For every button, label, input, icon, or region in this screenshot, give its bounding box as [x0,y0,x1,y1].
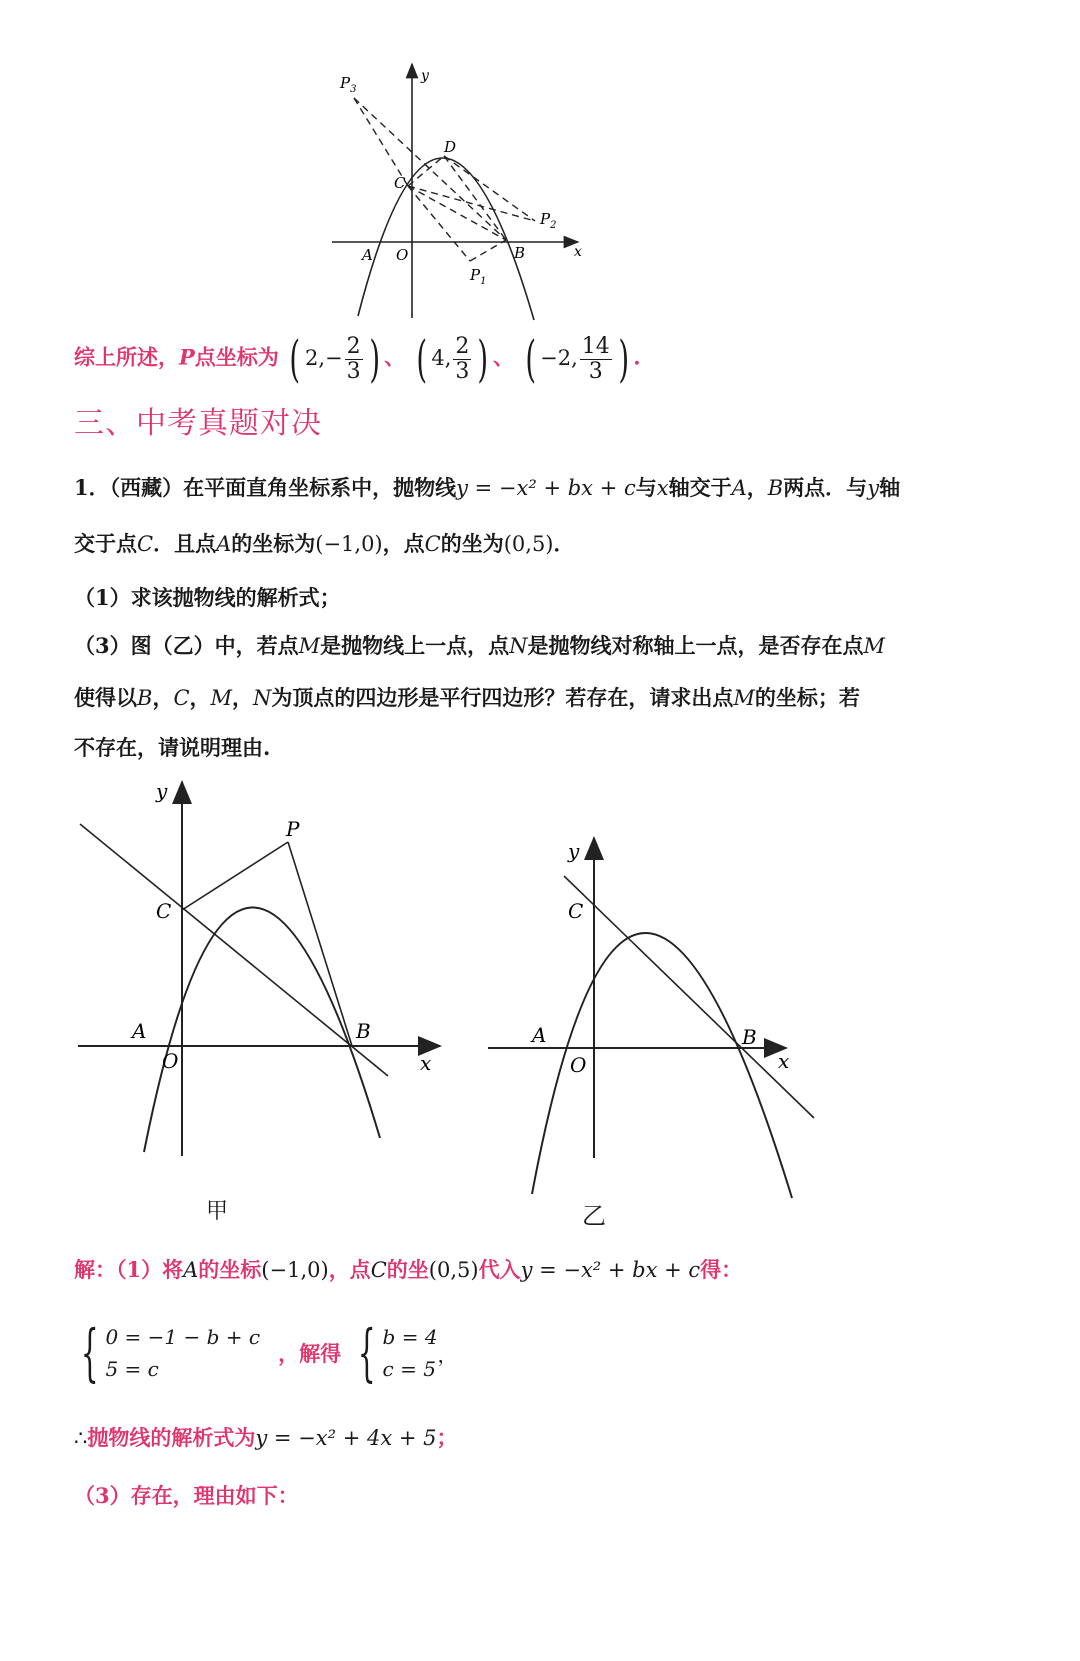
label-P3: $P_3$ [340,74,357,95]
label-C: C [156,899,172,923]
label-O: O [162,1049,179,1073]
label-x: x [574,244,582,260]
caption-yi: 乙 [582,1202,606,1230]
solution-result: ∴抛物线的解析式为y = −x² + 4x + 5； [74,1425,458,1450]
label-P2: $P_2$ [540,210,557,231]
label-A: A [362,246,373,264]
label-B: B [514,244,526,262]
system2-eq2: c = 5 [382,1357,436,1381]
parabola-curve [358,158,534,320]
label-y: y [421,68,429,84]
label-P1: $P_1$ [470,266,487,287]
question-3-line-2: 使得以B，C，M，N为顶点的四边形是平行四边形？若存在，请求出点M的坐标；若 [74,685,860,710]
label-x: x [778,1049,790,1073]
figure-yi [480,820,840,1200]
label-O: O [396,246,409,264]
figure-jia [70,770,470,1170]
solution-q3: （3）存在，理由如下： [74,1483,299,1508]
summary-line: 综上所述，P点坐标为 ( 2,− $\frac{2}{3}$ ) 、 ( 4, $\frac{2}{3}$ ) 、 ( −2, $\frac{14}{3}$ ) . [74,330,641,388]
solved-label: ，解得 [278,1341,342,1366]
line-BC [564,876,814,1118]
system1-eq1: 0 = −1 − b + c [105,1325,261,1349]
left-brace-2: { [357,1316,376,1389]
segment-PB [288,842,352,1046]
question-3-line-3: 不存在，请说明理由. [74,735,271,760]
system1-eq2: 5 = c [105,1357,159,1381]
label-C: C [568,899,584,923]
caption-jia: 甲 [206,1199,229,1224]
label-P: P [286,817,300,841]
label-y: y [568,839,580,863]
equation-system: { 0 = −1 − b + c 5 = c ，解得 { b = 4 c = 5 ， [80,1316,458,1389]
line-BC [80,824,388,1076]
label-B: B [742,1025,757,1049]
solution-line-1: 解：（1）将A的坐标(−1,0)，点C的坐(0,5)代入y = −x² + bx + c得： [74,1257,743,1282]
label-B: B [356,1019,371,1043]
parabola-curve [144,907,380,1152]
label-x: x [420,1051,432,1075]
label-A: A [532,1023,547,1047]
label-y: y [156,779,168,803]
label-D: D [444,138,457,156]
label-A: A [132,1019,147,1043]
label-O: O [570,1053,587,1077]
section-title: 三、中考真题对决 [74,406,322,441]
segment-CP [182,842,288,910]
system2-eq1: b = 4 [382,1325,438,1349]
problem-line-1: 1．（西藏）在平面直角坐标系中，抛物线y = −x² + bx + c与x轴交于A，B两点．与y轴 [74,475,901,500]
problem-line-2: 交于点C．且点A的坐标为(−1,0)，点C的坐为(0,5)． [74,531,575,556]
figure-top-parabola [320,58,600,328]
question-1: （1）求该抛物线的解析式； [74,585,341,610]
left-brace-1: { [80,1316,99,1389]
label-C: C [394,174,406,192]
question-3-line-1: （3）图（乙）中，若点M是抛物线上一点，点N是抛物线对称轴上一点，是否存在点M [74,633,886,658]
